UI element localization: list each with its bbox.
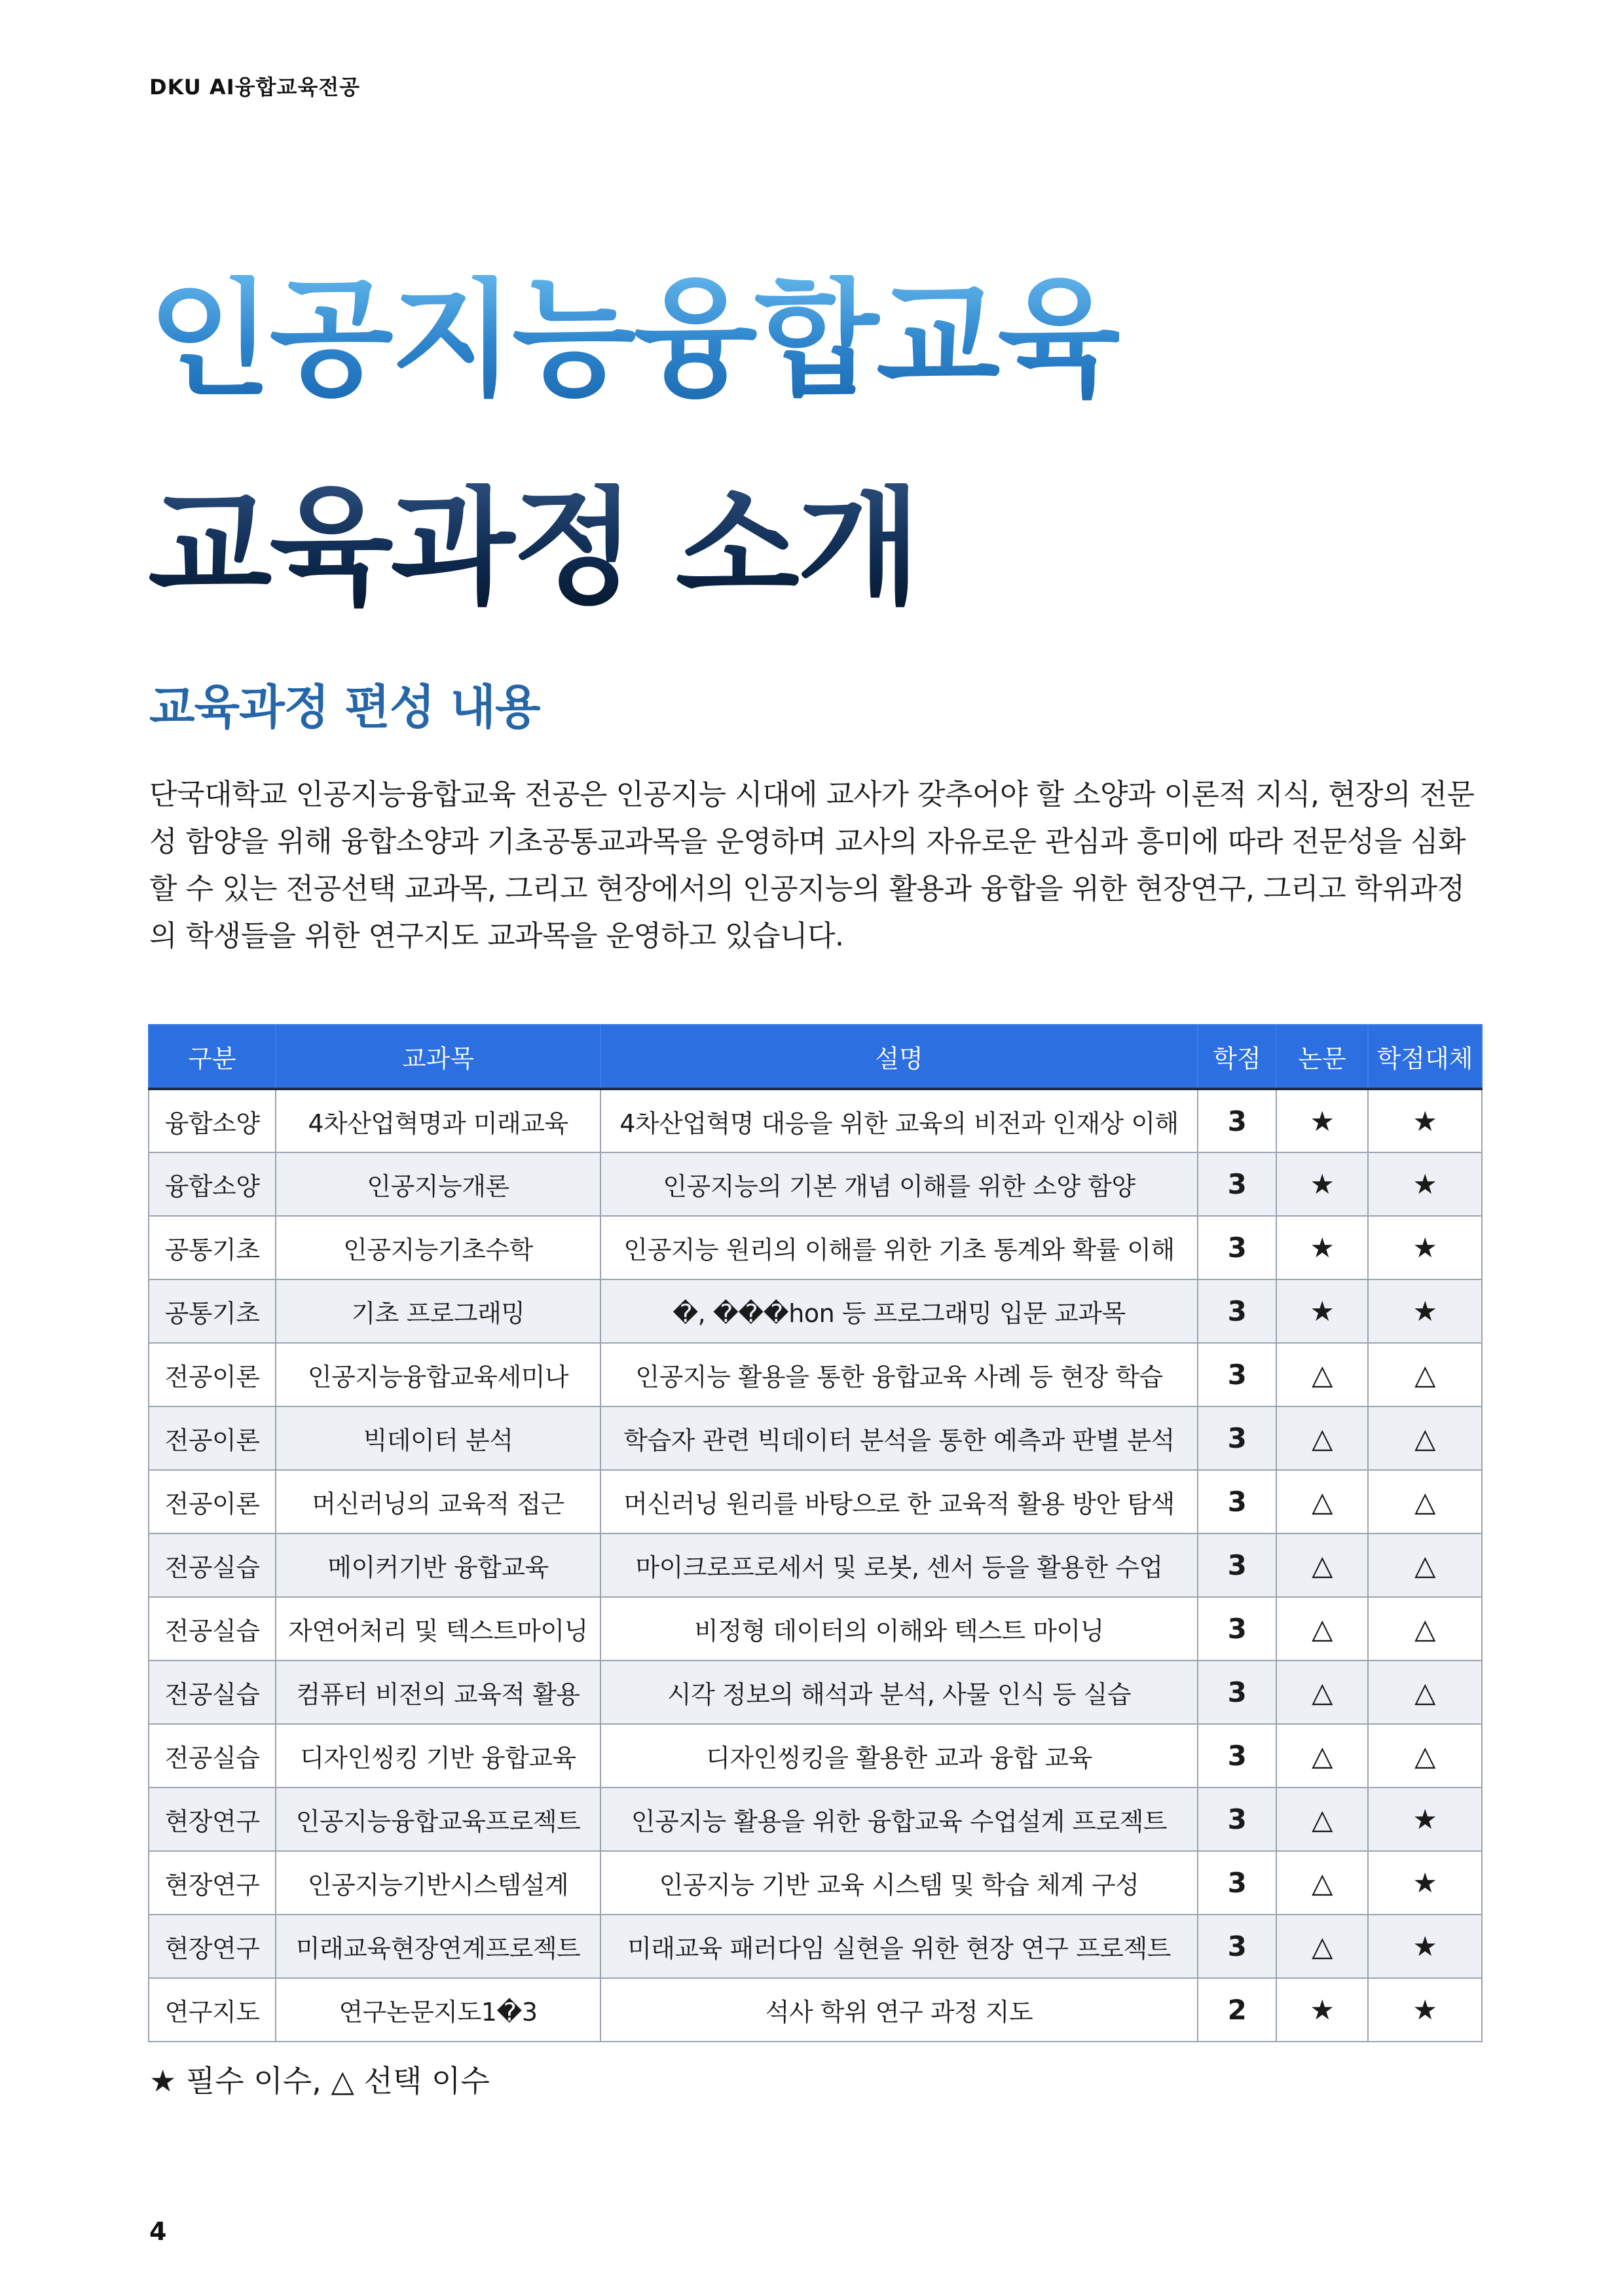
- cell-substitute-mark: △: [1368, 1533, 1482, 1597]
- cell-course: 4차산업혁명과 미래교육: [276, 1089, 600, 1152]
- cell-credit: 3: [1198, 1089, 1276, 1152]
- cell-description: 학습자 관련 빅데이터 분석을 통한 예측과 판별 분석: [600, 1406, 1198, 1470]
- cell-description: 미래교육 패러다임 실현을 위한 현장 연구 프로젝트: [600, 1915, 1198, 1978]
- cell-category: 현장연구: [149, 1915, 276, 1978]
- cell-category: 융합소양: [149, 1152, 276, 1216]
- cell-course: 빅데이터 분석: [276, 1406, 600, 1470]
- cell-substitute-mark: ★: [1368, 1089, 1482, 1152]
- cell-credit: 3: [1198, 1406, 1276, 1470]
- cell-credit: 3: [1198, 1788, 1276, 1851]
- table-row: [149, 1470, 1482, 1533]
- cell-category: 현장연구: [149, 1851, 276, 1915]
- cell-thesis-mark: △: [1276, 1724, 1368, 1788]
- cell-description: 시각 정보의 해석과 분석, 사물 인식 등 실습: [600, 1661, 1198, 1724]
- cell-substitute-mark: ★: [1368, 1851, 1482, 1915]
- page-title-line1: 인공지능융합교육: [148, 265, 1119, 414]
- header-thesis: 논문: [1276, 1025, 1368, 1089]
- curriculum-table-header: [149, 1025, 1482, 1089]
- cell-course: 디자인씽킹 기반 융합교육: [276, 1724, 600, 1788]
- header-org-name: DKU AI융합교육전공: [149, 75, 361, 100]
- table-row: [149, 1661, 1482, 1724]
- header-credit: 학점: [1198, 1025, 1276, 1089]
- table-row: [149, 1978, 1482, 2042]
- intro-paragraph: 단국대학교 인공지능융합교육 전공은 인공지능 시대에 교사가 갖추어야 할 소양과 이론적 지식, 현장의 전문성 함양을 위해 융합소양과 기초공통교과목을 운영하며 교사의 자유로운 관심과 흥미에 따라 전문성을 심화할 수 있는 전공선택 교과목, 그리고 현장에서의 인공지능의 활용과 융합을 위한 현장연구, 그리고 학위과정의 학생들을 위한 연구지도 교과목을 운영하고 있습니다.: [149, 778, 1475, 953]
- cell-course: 연구논문지도1�3: [276, 1978, 600, 2042]
- cell-credit: 3: [1198, 1597, 1276, 1661]
- cell-description: 4차산업혁명 대응을 위한 교육의 비전과 인재상 이해: [600, 1089, 1198, 1152]
- cell-credit: 3: [1198, 1724, 1276, 1788]
- cell-description: 인공지능 활용을 통한 융합교육 사례 등 현장 학습: [600, 1343, 1198, 1406]
- cell-description: 인공지능 활용을 위한 융합교육 수업설계 프로젝트: [600, 1788, 1198, 1851]
- cell-category: 전공실습: [149, 1661, 276, 1724]
- section-heading: 교육과정 편성 내용: [149, 680, 540, 735]
- table-row: [149, 1089, 1482, 1152]
- cell-description: �, ���hon 등 프로그래밍 입문 교과목: [600, 1279, 1198, 1343]
- cell-thesis-mark: ★: [1276, 1216, 1368, 1279]
- cell-category: 연구지도: [149, 1978, 276, 2042]
- cell-substitute-mark: ★: [1368, 1978, 1482, 2042]
- cell-thesis-mark: △: [1276, 1597, 1368, 1661]
- cell-category: 전공이론: [149, 1470, 276, 1533]
- cell-substitute-mark: △: [1368, 1406, 1482, 1470]
- page-number: 4: [149, 2217, 167, 2246]
- cell-description: 머신러닝 원리를 바탕으로 한 교육적 활용 방안 탐색: [600, 1470, 1198, 1533]
- table-row: [149, 1279, 1482, 1343]
- cell-course: 컴퓨터 비전의 교육적 활용: [276, 1661, 600, 1724]
- table-row: [149, 1788, 1482, 1851]
- table-row: [149, 1915, 1482, 1978]
- cell-course: 자연어처리 및 텍스트마이닝: [276, 1597, 600, 1661]
- cell-course: 인공지능융합교육세미나: [276, 1343, 600, 1406]
- cell-course: 인공지능융합교육프로젝트: [276, 1788, 600, 1851]
- header-description: 설명: [600, 1025, 1198, 1089]
- cell-credit: 3: [1198, 1851, 1276, 1915]
- table-row: [149, 1533, 1482, 1597]
- cell-thesis-mark: ★: [1276, 1089, 1368, 1152]
- cell-course: 기초 프로그래밍: [276, 1279, 600, 1343]
- cell-category: 전공실습: [149, 1724, 276, 1788]
- cell-thesis-mark: △: [1276, 1533, 1368, 1597]
- cell-description: 마이크로프로세서 및 로봇, 센서 등을 활용한 수업: [600, 1533, 1198, 1597]
- cell-substitute-mark: ★: [1368, 1279, 1482, 1343]
- cell-substitute-mark: △: [1368, 1597, 1482, 1661]
- header-credit-substitute: 학점대체: [1368, 1025, 1482, 1089]
- cell-thesis-mark: △: [1276, 1788, 1368, 1851]
- table-row: [149, 1724, 1482, 1788]
- table-row: [149, 1406, 1482, 1470]
- cell-category: 공통기초: [149, 1279, 276, 1343]
- legend-note: ★ 필수 이수, △ 선택 이수: [149, 2063, 490, 2099]
- cell-course: 머신러닝의 교육적 접근: [276, 1470, 600, 1533]
- cell-credit: 3: [1198, 1661, 1276, 1724]
- cell-thesis-mark: △: [1276, 1406, 1368, 1470]
- table-row: [149, 1343, 1482, 1406]
- cell-category: 전공이론: [149, 1343, 276, 1406]
- cell-substitute-mark: △: [1368, 1724, 1482, 1788]
- page-title-line2: 교육과정 소개: [148, 473, 919, 622]
- cell-description: 인공지능 기반 교육 시스템 및 학습 체계 구성: [600, 1851, 1198, 1915]
- cell-substitute-mark: ★: [1368, 1152, 1482, 1216]
- table-row: [149, 1851, 1482, 1915]
- cell-course: 인공지능개론: [276, 1152, 600, 1216]
- cell-credit: 3: [1198, 1216, 1276, 1279]
- cell-category: 공통기초: [149, 1216, 276, 1279]
- cell-category: 현장연구: [149, 1788, 276, 1851]
- cell-substitute-mark: △: [1368, 1661, 1482, 1724]
- cell-description: 인공지능 원리의 이해를 위한 기초 통계와 확률 이해: [600, 1216, 1198, 1279]
- cell-category: 전공이론: [149, 1406, 276, 1470]
- cell-category: 전공실습: [149, 1533, 276, 1597]
- header-course: 교과목: [276, 1025, 600, 1089]
- cell-thesis-mark: ★: [1276, 1279, 1368, 1343]
- cell-credit: 2: [1198, 1978, 1276, 2042]
- cell-substitute-mark: ★: [1368, 1788, 1482, 1851]
- cell-description: 인공지능의 기본 개념 이해를 위한 소양 함양: [600, 1152, 1198, 1216]
- cell-thesis-mark: △: [1276, 1343, 1368, 1406]
- cell-description: 석사 학위 연구 과정 지도: [600, 1978, 1198, 2042]
- cell-thesis-mark: △: [1276, 1851, 1368, 1915]
- cell-substitute-mark: △: [1368, 1343, 1482, 1406]
- cell-credit: 3: [1198, 1152, 1276, 1216]
- cell-thesis-mark: ★: [1276, 1152, 1368, 1216]
- table-row: [149, 1216, 1482, 1279]
- cell-description: 비정형 데이터의 이해와 텍스트 마이닝: [600, 1597, 1198, 1661]
- cell-description: 디자인씽킹을 활용한 교과 융합 교육: [600, 1724, 1198, 1788]
- cell-course: 인공지능기초수학: [276, 1216, 600, 1279]
- cell-course: 메이커기반 융합교육: [276, 1533, 600, 1597]
- curriculum-table-body: [149, 1089, 1482, 2042]
- cell-credit: 3: [1198, 1470, 1276, 1533]
- cell-thesis-mark: △: [1276, 1661, 1368, 1724]
- header-category: 구분: [149, 1025, 276, 1089]
- cell-thesis-mark: ★: [1276, 1978, 1368, 2042]
- cell-category: 전공실습: [149, 1597, 276, 1661]
- cell-course: 미래교육현장연계프로젝트: [276, 1915, 600, 1978]
- cell-thesis-mark: △: [1276, 1915, 1368, 1978]
- cell-thesis-mark: △: [1276, 1470, 1368, 1533]
- header-row: [149, 1025, 1482, 1089]
- table-row: [149, 1152, 1482, 1216]
- cell-substitute-mark: ★: [1368, 1915, 1482, 1978]
- curriculum-table: [148, 1024, 1483, 2042]
- table-row: [149, 1597, 1482, 1661]
- cell-credit: 3: [1198, 1279, 1276, 1343]
- cell-course: 인공지능기반시스템설계: [276, 1851, 600, 1915]
- cell-credit: 3: [1198, 1343, 1276, 1406]
- cell-substitute-mark: ★: [1368, 1216, 1482, 1279]
- cell-credit: 3: [1198, 1533, 1276, 1597]
- cell-category: 융합소양: [149, 1089, 276, 1152]
- cell-credit: 3: [1198, 1915, 1276, 1978]
- cell-substitute-mark: △: [1368, 1470, 1482, 1533]
